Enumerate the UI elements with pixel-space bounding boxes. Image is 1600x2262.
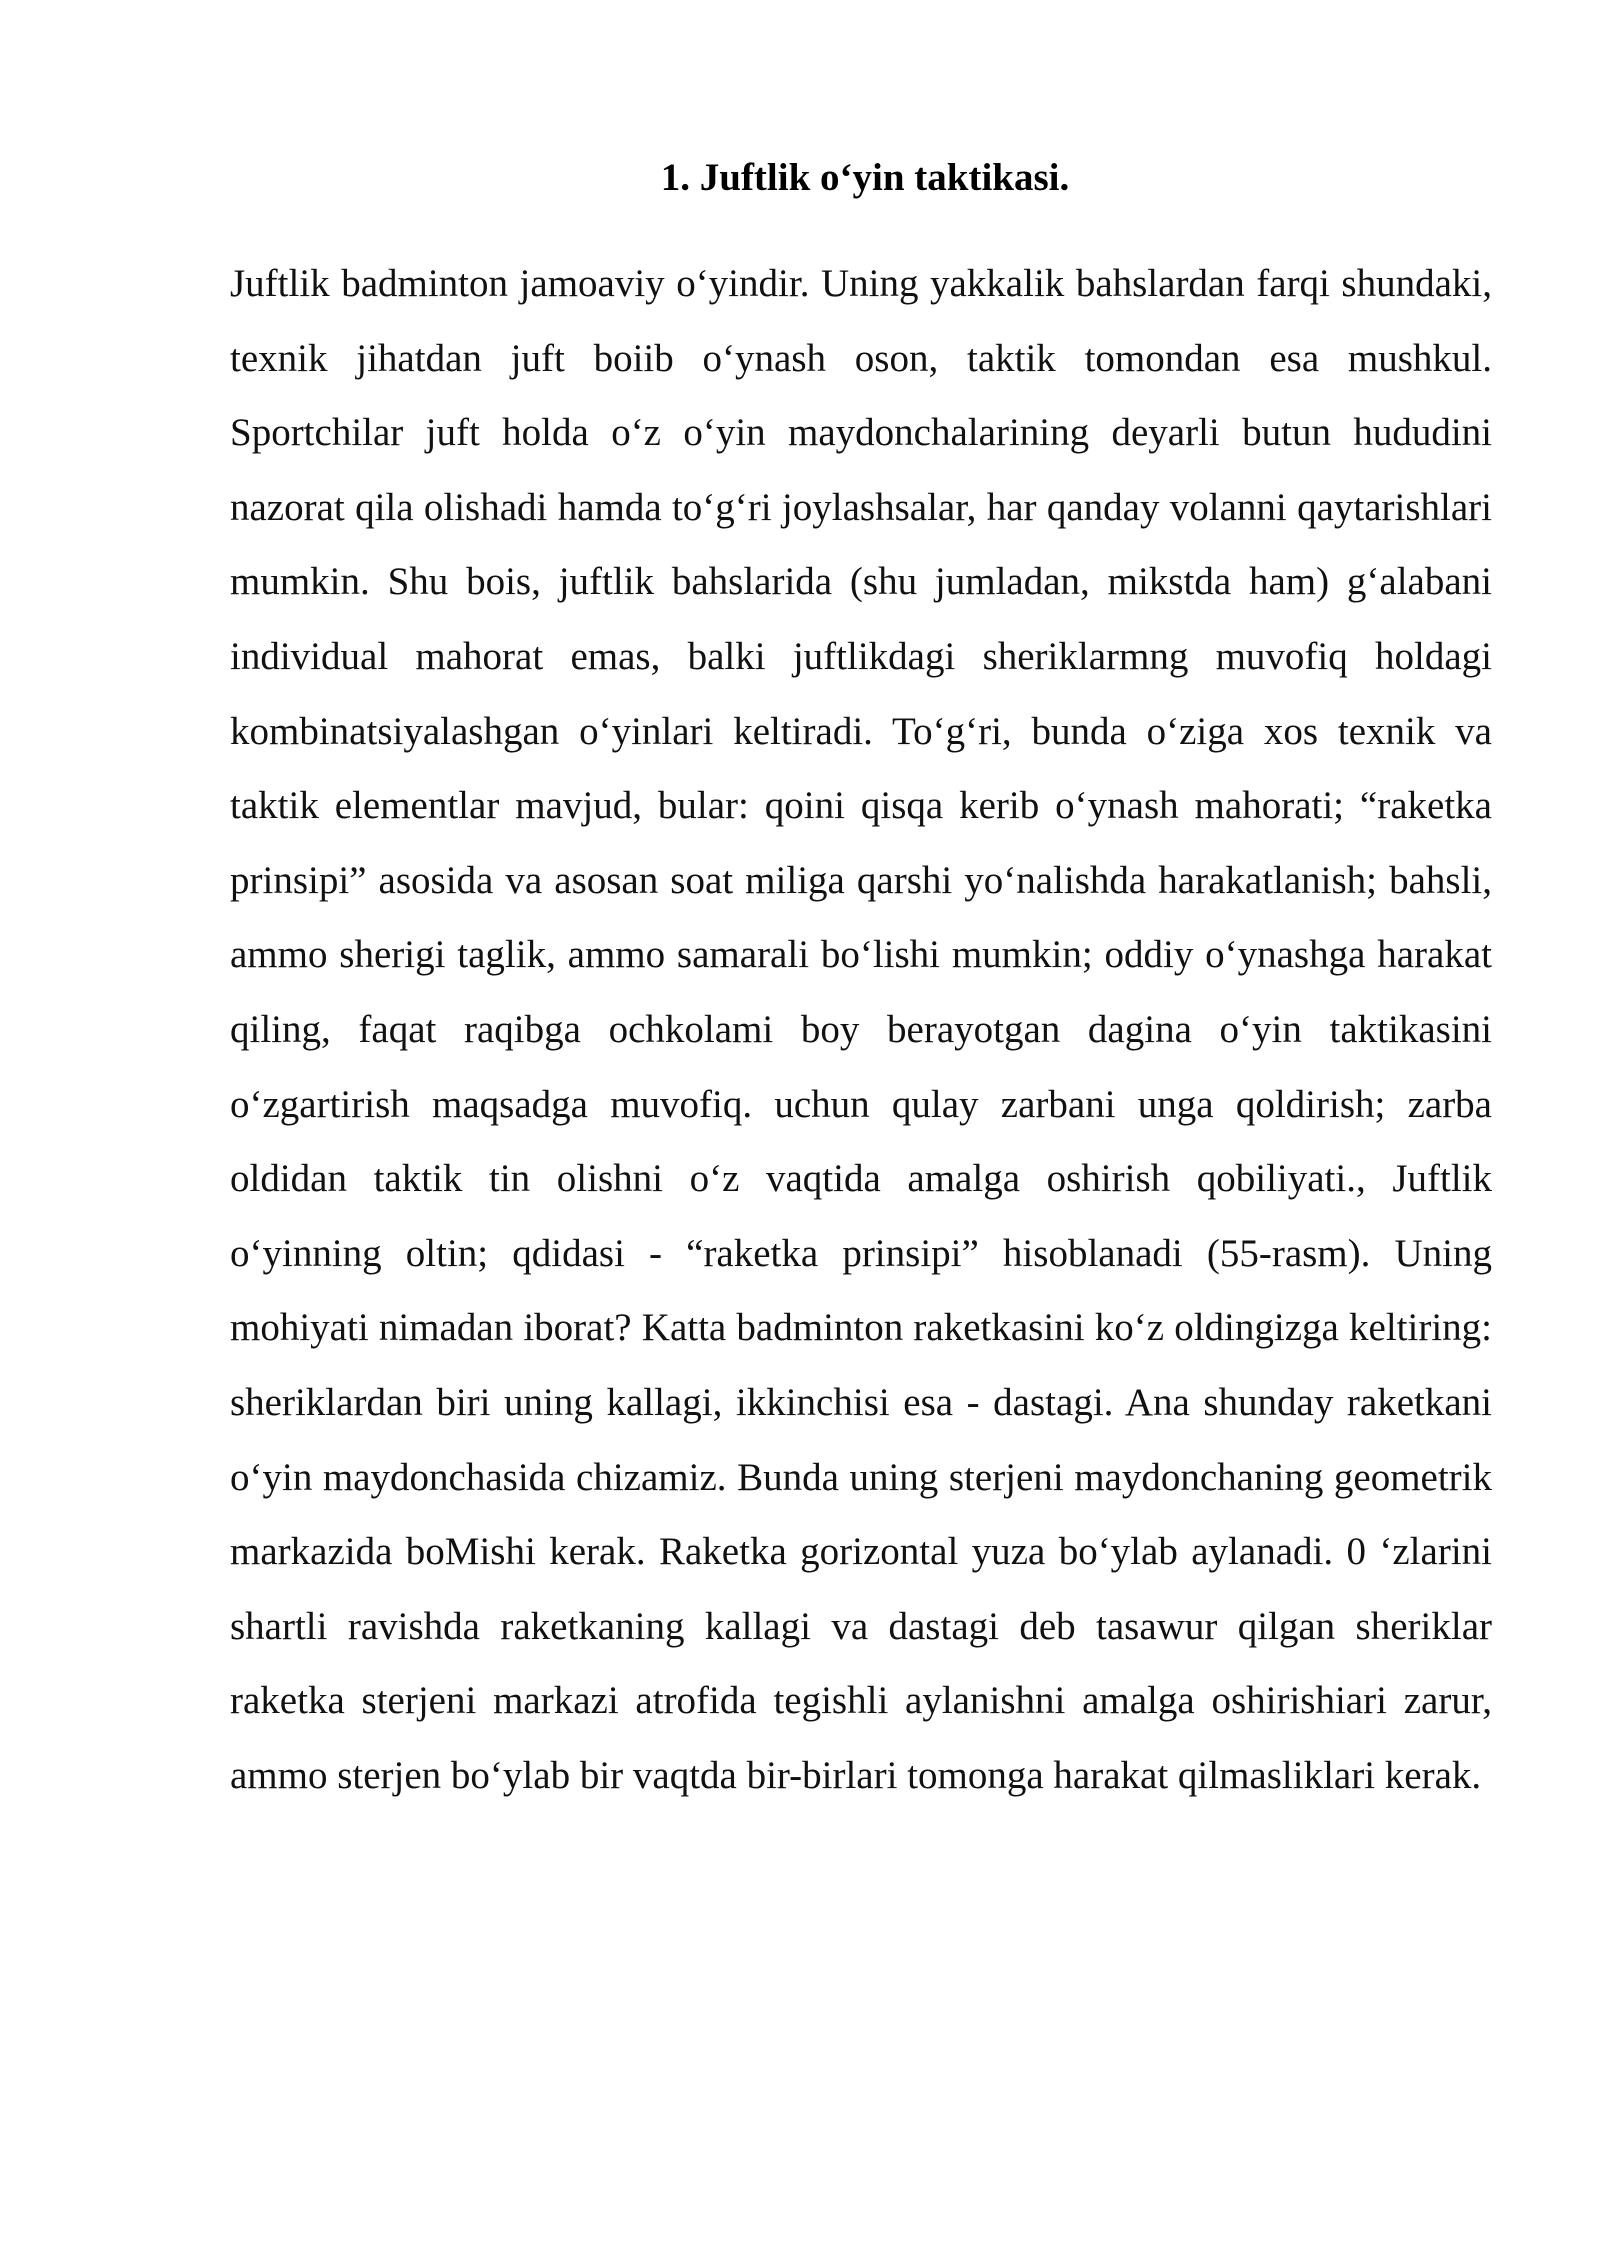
section-heading: 1. Juftlik o‘yin taktikasi. — [660, 156, 1070, 199]
body-paragraph: Juftlik badminton jamoaviy o‘yindir. Uning yakkalik bahslardan farqi shundaki, texnik jihatdan juft boiib o‘ynash oson, taktik tomondan esa mushkul. Sportchilar juft holda o‘z o‘yin maydonchalarining deyarli butun hududini nazorat qila olishadi hamda to‘g‘ri joylashsalar, har qanday volanni qaytarishlari mumkin. Shu bois, juftlik bahslarida (shu jumladan, mikstda ham) g‘alabani individual mahorat emas, balki juftlikdagi sheriklarmng muvofiq holdagi kombinatsiyalashgan o‘yinlari keltiradi. To‘g‘ri, bunda o‘ziga xos texnik va taktik elementlar mavjud, bular: qoini qisqa kerib o‘ynash mahorati; “raketka prinsipi” asosida va asosan soat miliga qarshi yo‘nalishda harakatlanish; bahsli, ammo sherigi taglik, ammo samarali bo‘lishi mumkin; oddiy o‘ynashga harakat qiling, faqat raqibga ochkolami boy berayotgan dagina o‘yin taktikasini o‘zgartirish maqsadga muvofiq. uchun qulay zarbani unga qoldirish; zarba oldidan taktik tin olishni o‘z vaqtida amalga oshirish qobiliyati., Juftlik o‘yinning oltin; qdidasi - “raketka prinsipi” hisoblanadi (55-rasm). Uning mohiyati nimadan iborat? Katta badminton raketkasini ko‘z oldingizga keltiring: sheriklardan biri uning kallagi, ikkinchisi esa - dastagi. Ana shunday raketkani o‘yin maydonchasida chizamiz. Bunda uning sterjeni maydonchaning geometrik markazida boMishi kerak. Raketka gorizontal yuza bo‘ylab aylanadi. 0 ‘zlarini shartli ravishda raketkaning kallagi va dastagi deb tasawur qilgan sheriklar raketka sterjeni markazi atrofida tegishli aylanishni amalga oshirishiari zarur, ammo sterjen bo‘ylab bir vaqtda bir-birlari tomonga harakat qilmasliklari kerak. — [230, 262, 1492, 1797]
